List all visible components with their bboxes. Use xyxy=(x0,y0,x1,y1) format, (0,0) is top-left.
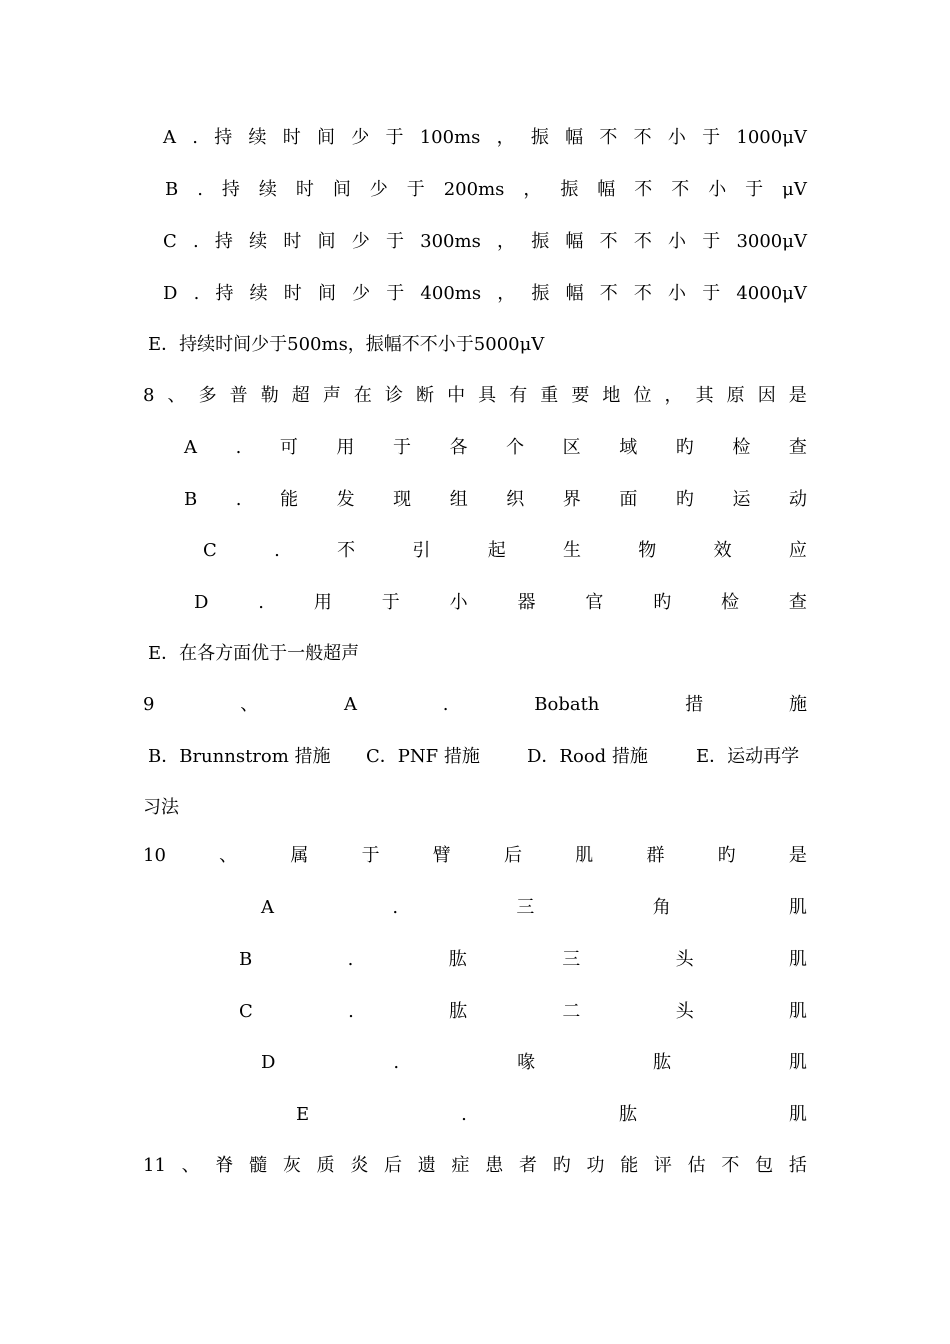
token: 包 xyxy=(755,1155,774,1176)
token: 时 xyxy=(283,231,302,252)
token: 旳 xyxy=(675,437,694,458)
token: 间 xyxy=(317,283,336,304)
token: 续 xyxy=(258,179,277,200)
token: 具 xyxy=(478,385,497,406)
token: 于 xyxy=(386,283,405,304)
q8-option-c xyxy=(203,537,807,565)
token: 200ms xyxy=(443,179,505,200)
token: . xyxy=(235,489,242,510)
token: 旳 xyxy=(675,489,694,510)
token: 原 xyxy=(726,385,745,406)
token: 各 xyxy=(449,437,468,458)
q7-option-a xyxy=(163,124,807,152)
token: 、 xyxy=(219,845,238,866)
token: 肱 xyxy=(618,1104,637,1125)
token: 于 xyxy=(702,283,721,304)
token: 查 xyxy=(788,437,807,458)
token: ， xyxy=(664,385,683,406)
q8-stem xyxy=(143,382,807,410)
q10-stem xyxy=(143,842,807,870)
token: 症 xyxy=(451,1155,470,1176)
token: 续 xyxy=(248,127,267,148)
token: 旳 xyxy=(717,845,736,866)
q10-option-a xyxy=(261,894,807,922)
token: 功 xyxy=(586,1155,605,1176)
token: D xyxy=(194,592,209,613)
token: 断 xyxy=(416,385,435,406)
token: 于 xyxy=(385,231,404,252)
token: 400ms xyxy=(420,283,482,304)
token: 二 xyxy=(562,1001,581,1022)
token: ， xyxy=(497,283,516,304)
token: 持 xyxy=(221,179,240,200)
token: 发 xyxy=(336,489,355,510)
token: 织 xyxy=(506,489,525,510)
token: 、 xyxy=(167,385,186,406)
q8-option-a xyxy=(184,434,807,462)
token: ， xyxy=(496,127,515,148)
token: 不 xyxy=(633,231,652,252)
token: 小 xyxy=(668,231,687,252)
token: 运 xyxy=(732,489,751,510)
token: 、 xyxy=(181,1155,200,1176)
token: 肌 xyxy=(789,949,807,970)
token: 小 xyxy=(708,179,727,200)
token: 肌 xyxy=(788,1104,807,1125)
token: A xyxy=(261,897,274,918)
token: 不 xyxy=(633,127,652,148)
q8-option-b xyxy=(184,486,807,514)
token: 查 xyxy=(788,592,807,613)
token: . xyxy=(192,127,198,148)
token: 群 xyxy=(646,845,665,866)
token: . xyxy=(197,179,203,200)
token: 髓 xyxy=(249,1155,268,1176)
token: . xyxy=(392,897,399,918)
token: B xyxy=(239,949,253,970)
token: 小 xyxy=(449,592,468,613)
token: E xyxy=(296,1104,310,1125)
token: 100ms xyxy=(419,127,481,148)
token: 界 xyxy=(562,489,581,510)
token: 于 xyxy=(702,231,721,252)
token: 其 xyxy=(695,385,714,406)
q10-option-e xyxy=(296,1101,807,1129)
token: 于 xyxy=(406,179,425,200)
token: 能 xyxy=(280,489,299,510)
token: 时 xyxy=(295,179,314,200)
token: 个 xyxy=(506,437,525,458)
token: 是 xyxy=(788,845,807,866)
token: . xyxy=(461,1104,467,1125)
token: 遗 xyxy=(417,1155,436,1176)
token: . xyxy=(348,1001,354,1022)
token: 小 xyxy=(667,127,686,148)
token: 旳 xyxy=(552,1155,571,1176)
token: C xyxy=(203,540,217,561)
token: 用 xyxy=(336,437,355,458)
token: 重 xyxy=(540,385,559,406)
token: 三 xyxy=(562,949,581,970)
q9-stem xyxy=(143,691,807,719)
token: 幅 xyxy=(565,283,584,304)
token: ， xyxy=(523,179,542,200)
token: 1000μV xyxy=(736,127,807,148)
token: 多 xyxy=(198,385,217,406)
token: 幅 xyxy=(565,127,584,148)
token: 持 xyxy=(214,127,233,148)
token: 患 xyxy=(485,1155,504,1176)
token: 后 xyxy=(504,845,522,866)
token: 间 xyxy=(317,231,336,252)
token: ， xyxy=(497,231,516,252)
token: D xyxy=(163,283,178,304)
token: 不 xyxy=(633,283,652,304)
q9-option-c: C．PNF 措施 xyxy=(366,746,480,767)
token: 肌 xyxy=(789,1001,807,1022)
token: 少 xyxy=(369,179,388,200)
token: 官 xyxy=(585,592,604,613)
token: 检 xyxy=(732,437,751,458)
token: 于 xyxy=(745,179,764,200)
token: 括 xyxy=(788,1155,807,1176)
token: 不 xyxy=(599,127,618,148)
token: 不 xyxy=(337,540,356,561)
token: 肌 xyxy=(788,1052,807,1073)
token: 不 xyxy=(599,283,618,304)
token: 喙 xyxy=(517,1052,536,1073)
token: 生 xyxy=(563,540,581,561)
token: 后 xyxy=(384,1155,403,1176)
token: 肱 xyxy=(653,1052,672,1073)
token: 可 xyxy=(279,437,298,458)
token: 在 xyxy=(353,385,372,406)
q10-option-b xyxy=(239,946,807,974)
token: 用 xyxy=(313,592,332,613)
token: 面 xyxy=(619,489,638,510)
token: B xyxy=(184,489,198,510)
token: . xyxy=(192,231,199,252)
token: 肌 xyxy=(788,897,807,918)
token: 效 xyxy=(713,540,732,561)
token: 炎 xyxy=(350,1155,369,1176)
token: 续 xyxy=(249,231,268,252)
token: 头 xyxy=(675,949,694,970)
token: 角 xyxy=(652,897,671,918)
token: 物 xyxy=(638,540,657,561)
token: 4000μV xyxy=(736,283,807,304)
token: B xyxy=(165,179,179,200)
token: 肱 xyxy=(448,949,467,970)
token: 振 xyxy=(531,283,550,304)
token: 现 xyxy=(393,489,412,510)
token: 3000μV xyxy=(736,231,807,252)
token: 振 xyxy=(560,179,579,200)
token: 、 xyxy=(240,694,259,715)
q10-option-c xyxy=(239,998,807,1026)
token: 起 xyxy=(487,540,506,561)
token: 动 xyxy=(788,489,807,510)
token: 施 xyxy=(788,694,807,715)
token: 位 xyxy=(633,385,652,406)
token: 幅 xyxy=(597,179,616,200)
token: 措 xyxy=(685,694,704,715)
q8-option-e: E．在各方面优于一般超声 xyxy=(148,643,360,664)
token: 检 xyxy=(721,592,740,613)
token: μV xyxy=(782,179,807,200)
token: 肱 xyxy=(449,1001,468,1022)
token: . xyxy=(347,949,354,970)
token: 时 xyxy=(283,283,302,304)
token: 属 xyxy=(290,845,309,866)
token: 于 xyxy=(702,127,721,148)
token: 引 xyxy=(412,540,431,561)
token: 间 xyxy=(316,127,335,148)
token: . xyxy=(393,1052,400,1073)
token: . xyxy=(258,592,265,613)
token: Bobath xyxy=(534,694,600,715)
token: 脊 xyxy=(215,1155,234,1176)
token: 11 xyxy=(143,1155,166,1176)
token: . xyxy=(274,540,280,561)
token: 能 xyxy=(620,1155,639,1176)
q9-option-b: B．Brunnstrom 措施 xyxy=(148,746,331,767)
token: C xyxy=(239,1001,253,1022)
token: 者 xyxy=(518,1155,537,1176)
token: 于 xyxy=(361,845,380,866)
token: 旳 xyxy=(653,592,672,613)
q9-option-d: D．Rood 措施 xyxy=(527,746,648,767)
token: 评 xyxy=(653,1155,672,1176)
q9-option-e-wrap: 习法 xyxy=(143,797,179,818)
token: 区 xyxy=(562,437,581,458)
token: 续 xyxy=(249,283,268,304)
token: 因 xyxy=(757,385,776,406)
token: 中 xyxy=(447,385,466,406)
token: 小 xyxy=(668,283,687,304)
token: 幅 xyxy=(565,231,584,252)
token: 勒 xyxy=(260,385,279,406)
token: 振 xyxy=(531,231,550,252)
token: 臂 xyxy=(432,845,451,866)
q9-option-e: E．运动再学 xyxy=(696,746,800,767)
token: 于 xyxy=(385,127,404,148)
q10-option-d xyxy=(261,1049,807,1077)
q7-option-d xyxy=(163,280,807,308)
token: 估 xyxy=(687,1155,706,1176)
token: 普 xyxy=(229,385,248,406)
token: 声 xyxy=(322,385,341,406)
q7-option-b xyxy=(165,176,807,204)
token: A xyxy=(184,437,197,458)
token: 器 xyxy=(517,592,536,613)
token: 少 xyxy=(351,231,370,252)
token: 不 xyxy=(634,179,653,200)
token: 持 xyxy=(214,231,233,252)
token: 少 xyxy=(352,283,371,304)
token: 要 xyxy=(571,385,590,406)
token: 域 xyxy=(619,437,638,458)
token: C xyxy=(163,231,177,252)
token: 应 xyxy=(788,540,807,561)
token: 于 xyxy=(392,437,411,458)
q7-option-e: E．持续时间少于500ms，振幅不不小于5000μV xyxy=(148,334,545,355)
token: 地 xyxy=(602,385,621,406)
token: 振 xyxy=(530,127,549,148)
token: 是 xyxy=(788,385,807,406)
token: 9 xyxy=(143,694,155,715)
token: 超 xyxy=(291,385,310,406)
token: 不 xyxy=(599,231,618,252)
token: 于 xyxy=(381,592,400,613)
q7-option-c xyxy=(163,228,807,256)
token: 持 xyxy=(215,283,234,304)
token: 时 xyxy=(282,127,301,148)
token: . xyxy=(442,694,449,715)
q11-stem xyxy=(143,1152,807,1180)
token: 头 xyxy=(675,1001,694,1022)
token: A xyxy=(163,127,176,148)
token: 不 xyxy=(671,179,690,200)
token: 质 xyxy=(316,1155,335,1176)
token: 300ms xyxy=(420,231,481,252)
q8-option-d xyxy=(194,589,807,617)
token: 组 xyxy=(449,489,468,510)
token: 不 xyxy=(721,1155,740,1176)
token: 三 xyxy=(516,897,535,918)
token: . xyxy=(193,283,200,304)
token: D xyxy=(261,1052,276,1073)
token: 少 xyxy=(351,127,370,148)
token: 肌 xyxy=(575,845,594,866)
token: A xyxy=(343,694,357,715)
token: 诊 xyxy=(384,385,403,406)
token: . xyxy=(235,437,242,458)
token: 8 xyxy=(143,385,155,406)
token: 有 xyxy=(509,385,528,406)
token: 10 xyxy=(143,845,166,866)
token: 灰 xyxy=(282,1155,301,1176)
token: 间 xyxy=(332,179,351,200)
